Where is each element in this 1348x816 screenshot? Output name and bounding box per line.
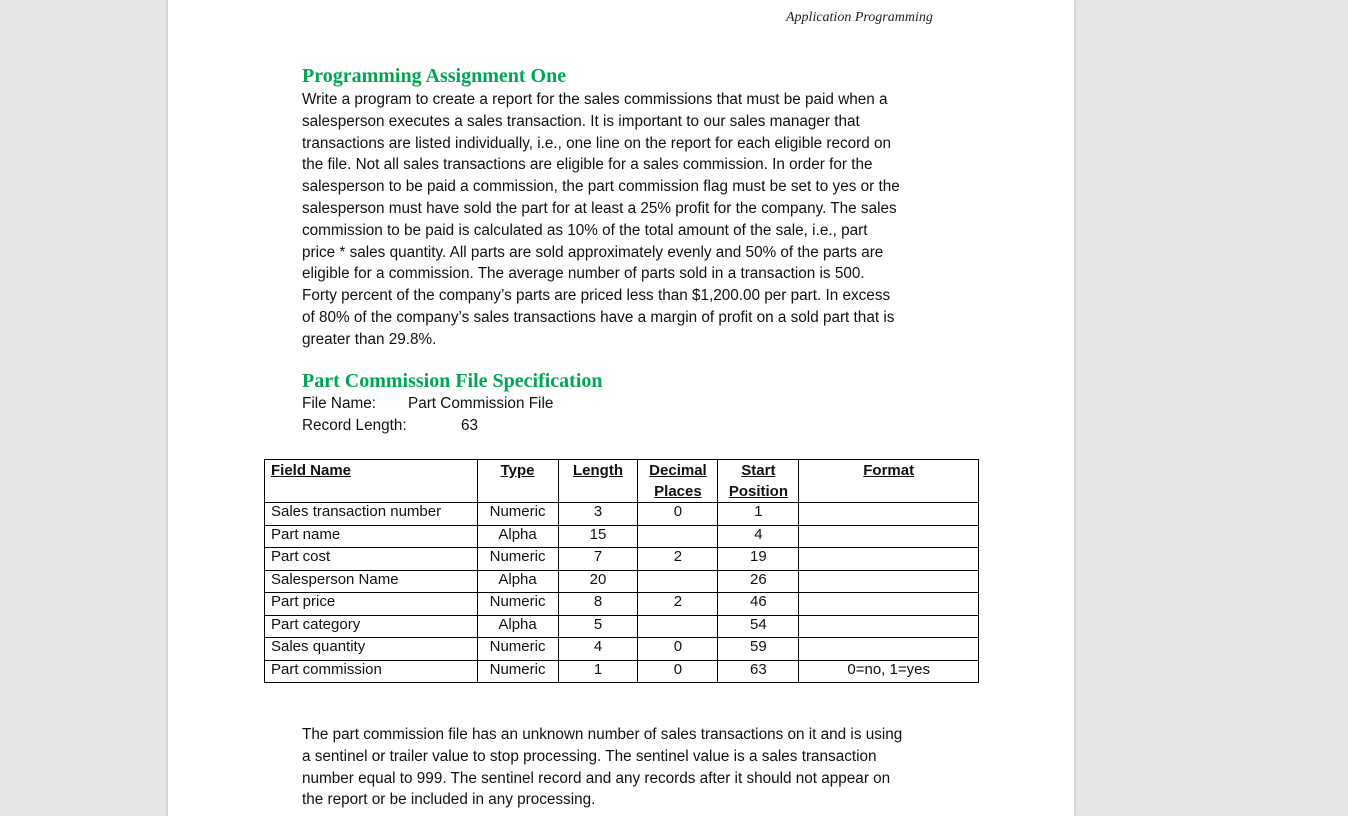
col-field-name: Field Name xyxy=(265,460,478,503)
cell-format xyxy=(799,638,979,661)
table-row xyxy=(265,615,979,638)
file-name-value: Part Commission File xyxy=(408,395,554,412)
cell-start: 59 xyxy=(718,638,799,661)
cell-type: Alpha xyxy=(477,570,558,593)
col-decimal-line1: Decimal xyxy=(649,462,707,479)
col-start-line2: Position xyxy=(728,483,788,500)
cell-format xyxy=(799,548,979,571)
col-format: Format xyxy=(799,460,979,503)
cell-format xyxy=(799,615,979,638)
cell-field: Part commission xyxy=(265,660,478,683)
col-decimal-line2: Places xyxy=(654,483,702,500)
col-length: Length xyxy=(558,460,638,503)
spec-title: Part Commission File Specification xyxy=(302,370,603,392)
table-header-row xyxy=(265,460,979,503)
description-line: the file. Not all sales transactions are eligible for a sales commission. In order for the xyxy=(302,156,873,174)
table-row xyxy=(265,570,979,593)
cell-field: Salesperson Name xyxy=(265,570,478,593)
cell-field: Part cost xyxy=(265,548,478,571)
cell-start: 1 xyxy=(718,503,799,526)
table-row xyxy=(265,593,979,616)
cell-length: 20 xyxy=(558,570,638,593)
table-row xyxy=(265,525,979,548)
cell-field: Part name xyxy=(265,525,478,548)
col-start-line1: Start xyxy=(741,462,776,479)
cell-type: Alpha xyxy=(477,615,558,638)
table-row xyxy=(265,638,979,661)
cell-type: Numeric xyxy=(477,638,558,661)
cell-decimal xyxy=(638,615,718,638)
description-line: price * sales quantity. All parts are sold approximately evenly and 50% of the parts are xyxy=(302,243,884,261)
cell-decimal xyxy=(638,570,718,593)
cell-length: 3 xyxy=(558,503,638,526)
assignment-title: Programming Assignment One xyxy=(302,65,567,87)
cell-length: 8 xyxy=(558,593,638,616)
cell-type: Numeric xyxy=(477,593,558,616)
cell-field: Sales quantity xyxy=(265,638,478,661)
field-spec-table xyxy=(264,459,979,683)
description-line: greater than 29.8%. xyxy=(302,330,437,348)
cell-type: Numeric xyxy=(477,548,558,571)
col-start-position xyxy=(718,460,799,503)
cell-format: 0=no, 1=yes xyxy=(799,660,979,683)
table-row xyxy=(265,548,979,571)
description-line: salesperson executes a sales transaction. It is important to our sales manager that xyxy=(302,112,860,130)
sentinel-line: The part commission file has an unknown number of sales transactions on it and is using xyxy=(302,726,903,743)
cell-format xyxy=(799,525,979,548)
description-line: of 80% of the company’s sales transactions have a margin of profit on a sold part that is xyxy=(302,308,895,326)
cell-length: 4 xyxy=(558,638,638,661)
description-line: commission to be paid is calculated as 10% of the total amount of the sale, i.e., part xyxy=(302,221,868,239)
cell-decimal: 0 xyxy=(638,638,718,661)
cell-type: Alpha xyxy=(477,525,558,548)
description-line: eligible for a commission. The average number of parts sold in a transaction is 500. xyxy=(302,265,865,283)
cell-decimal: 0 xyxy=(638,660,718,683)
cell-decimal: 0 xyxy=(638,503,718,526)
cell-start: 4 xyxy=(718,525,799,548)
cell-start: 63 xyxy=(718,660,799,683)
cell-format xyxy=(799,593,979,616)
cell-start: 26 xyxy=(718,570,799,593)
sentinel-line: the report or be included in any processing. xyxy=(302,791,596,809)
sentinel-description xyxy=(302,724,942,811)
description-line: salesperson must have sold the part for at least a 25% profit for the company. The sales xyxy=(302,199,897,217)
record-length-label: Record Length: xyxy=(302,417,407,434)
sentinel-line: a sentinel or trailer value to stop processing. The sentinel value is a sales transaction xyxy=(302,747,877,765)
cell-format xyxy=(799,503,979,526)
assignment-description xyxy=(302,89,942,351)
cell-field: Part category xyxy=(265,615,478,638)
table-row xyxy=(265,503,979,526)
description-line: transactions are listed individually, i.e., one line on the report for each eligible record on xyxy=(302,134,891,152)
cell-start: 46 xyxy=(718,593,799,616)
cell-type: Numeric xyxy=(477,503,558,526)
description-line: salesperson to be paid a commission, the part commission flag must be set to yes or the xyxy=(302,178,900,196)
cell-length: 7 xyxy=(558,548,638,571)
sentinel-line: number equal to 999. The sentinel record and any records after it should not appear on xyxy=(302,769,891,787)
table-row xyxy=(265,660,979,683)
cell-type: Numeric xyxy=(477,660,558,683)
cell-start: 54 xyxy=(718,615,799,638)
cell-length: 5 xyxy=(558,615,638,638)
cell-field: Part price xyxy=(265,593,478,616)
record-length-value: 63 xyxy=(461,417,479,434)
description-line: Forty percent of the company’s parts are priced less than $1,200.00 per part. In excess xyxy=(302,287,891,305)
file-name-label: File Name: xyxy=(302,395,376,412)
description-line: Write a program to create a report for the sales commissions that must be paid when a xyxy=(302,91,888,108)
cell-length: 15 xyxy=(558,525,638,548)
cell-decimal: 2 xyxy=(638,548,718,571)
record-length-row xyxy=(302,417,478,435)
cell-decimal xyxy=(638,525,718,548)
cell-length: 1 xyxy=(558,660,638,683)
file-name-row xyxy=(302,395,553,413)
cell-field: Sales transaction number xyxy=(265,503,478,526)
cell-format xyxy=(799,570,979,593)
col-decimal-places xyxy=(638,460,718,503)
cell-start: 19 xyxy=(718,548,799,571)
col-type: Type xyxy=(477,460,558,503)
cell-decimal: 2 xyxy=(638,593,718,616)
running-header: Application Programming xyxy=(786,10,933,25)
